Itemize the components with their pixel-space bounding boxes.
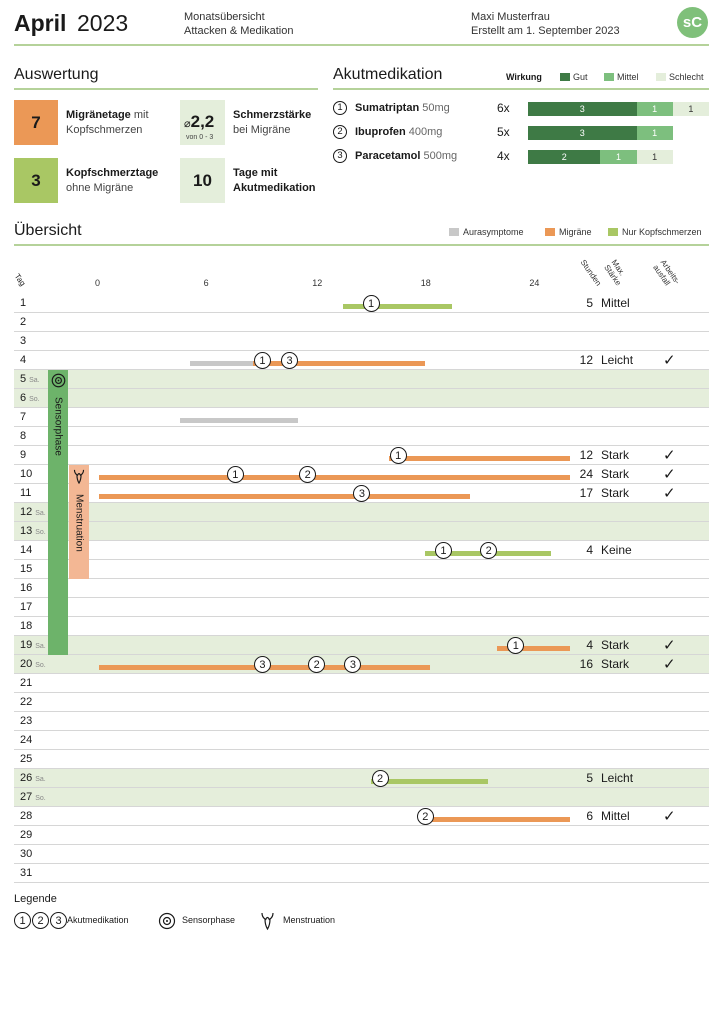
- day-row: [14, 560, 709, 579]
- app-logo: sC: [677, 7, 708, 38]
- sensor-icon: [51, 373, 66, 393]
- day-row: [14, 617, 709, 636]
- dose-marker: 2: [299, 466, 316, 483]
- day-number-text: 29: [20, 829, 33, 841]
- day-number-text: 30: [20, 848, 33, 860]
- effect-bar-mittel: 1: [637, 102, 673, 116]
- medication-dose: 400mg: [408, 126, 443, 138]
- day-number-text: 31: [20, 867, 33, 879]
- day-number-text: 18: [20, 620, 33, 632]
- dose-marker: 1: [507, 637, 524, 654]
- weekday-label: So.: [35, 662, 46, 669]
- day-number-text: 8: [20, 430, 27, 442]
- day-number: [20, 731, 32, 750]
- day-strength: Stark: [601, 486, 630, 500]
- day-strength: Stark: [601, 657, 630, 671]
- col-header-work: Arbeits- ausfall: [651, 258, 682, 288]
- day-row: [14, 693, 709, 712]
- day-number: [20, 807, 32, 826]
- day-hours: 17: [579, 486, 593, 500]
- legend-title: Legende: [14, 893, 57, 905]
- effect-bar-gut: 3: [528, 126, 637, 140]
- month-title: April: [14, 10, 67, 36]
- day-number: [20, 617, 32, 636]
- day-row: [14, 674, 709, 693]
- evaluation-rule: [14, 88, 318, 90]
- day-number-text: 19: [20, 639, 33, 651]
- day-hours: 6: [586, 809, 593, 823]
- day-number-text: 1: [20, 297, 27, 309]
- legend-migraine-swatch: [545, 228, 555, 236]
- legend-mittel-label: Mittel: [617, 72, 639, 82]
- day-hours: 5: [586, 771, 593, 785]
- legend-mittel-swatch: [604, 73, 614, 81]
- hour-tick: 24: [529, 278, 540, 288]
- day-number-text: 10: [20, 468, 33, 480]
- day-row: [14, 769, 709, 788]
- created-date: Erstellt am 1. September 2023: [471, 25, 620, 37]
- weekday-label: Sa.: [35, 510, 46, 517]
- day-strength: Leicht: [601, 353, 634, 367]
- day-number: [20, 541, 32, 560]
- dose-marker: 3: [281, 352, 298, 369]
- legend-headache-swatch: [608, 228, 618, 236]
- day-number-text: 4: [20, 354, 27, 366]
- day-number: [20, 484, 31, 503]
- day-row: [14, 332, 709, 351]
- dose-marker: 3: [254, 656, 271, 673]
- day-number-text: 28: [20, 810, 33, 822]
- dose-marker: 3: [344, 656, 361, 673]
- day-number-text: 27: [20, 791, 33, 803]
- day-number-text: 9: [20, 449, 27, 461]
- day-work: ✓: [663, 466, 676, 483]
- day-hours: 24: [579, 467, 593, 481]
- legend-migraine-label: Migräne: [559, 227, 592, 237]
- migraine-days-value: 7: [14, 100, 58, 145]
- medication-days-value: 10: [180, 158, 225, 203]
- day-work: ✓: [663, 485, 676, 502]
- day-number: [20, 370, 40, 390]
- day-number: [20, 674, 32, 693]
- dose-marker: 2: [480, 542, 497, 559]
- day-number-text: 12: [20, 506, 33, 518]
- hour-tick: 18: [420, 278, 431, 288]
- day-work: ✓: [663, 352, 676, 369]
- day-number: [20, 351, 26, 370]
- migraine-bar: [99, 494, 470, 499]
- weekday-label: So.: [29, 396, 40, 403]
- day-work: ✓: [663, 808, 676, 825]
- headache-days-label: Kopfschmerztage ohne Migräne: [66, 167, 159, 194]
- day-strength: Leicht: [601, 771, 634, 785]
- headache-bar: [343, 304, 452, 309]
- medication-count: 6x: [497, 101, 510, 115]
- legend-headache-label: Nur Kopfschmerzen: [622, 227, 702, 237]
- legend-gut-swatch: [560, 73, 570, 81]
- aura-bar: [190, 361, 253, 366]
- overview-rule: [14, 244, 709, 246]
- medication-title: Akutmedikation: [333, 66, 443, 83]
- day-strength: Mittel: [601, 809, 630, 823]
- effect-legend-title: Wirkung: [506, 72, 542, 82]
- day-number-text: 24: [20, 734, 33, 746]
- medication-number: 3: [333, 149, 347, 163]
- effect-bar-mittel: 1: [637, 126, 673, 140]
- day-row: [14, 731, 709, 750]
- medication-dose: 50mg: [422, 102, 450, 114]
- day-row: [14, 541, 709, 560]
- day-hours: 12: [579, 448, 593, 462]
- day-row: [14, 864, 709, 883]
- migraine-days-label: Migränetage mit Kopfschmerzen: [66, 109, 149, 136]
- menstruation-icon: [72, 468, 86, 490]
- header-user: [471, 10, 620, 38]
- day-number: [20, 579, 32, 598]
- day-number: [20, 636, 46, 656]
- day-number: [20, 522, 46, 542]
- day-work: ✓: [663, 637, 676, 654]
- medication-name-text: Sumatriptan: [355, 102, 420, 114]
- day-number-text: 3: [20, 335, 27, 347]
- sensor-icon: [158, 912, 176, 935]
- medication-row: [333, 149, 457, 163]
- day-hours: 16: [579, 657, 593, 671]
- dose-2-icon: 2: [32, 912, 49, 929]
- day-strength: Mittel: [601, 296, 630, 310]
- dose-marker: 1: [254, 352, 271, 369]
- legend-medication-label: Akutmedikation: [67, 915, 129, 925]
- day-number-text: 7: [20, 411, 27, 423]
- dose-marker: 1: [227, 466, 244, 483]
- day-number: [20, 693, 32, 712]
- dose-marker: 2: [417, 808, 434, 825]
- medication-days-label: Tage mit Akutmedikation: [233, 167, 316, 194]
- header-rule: [14, 44, 709, 46]
- effect-bar-gut: 2: [528, 150, 600, 164]
- day-row: [14, 579, 709, 598]
- effect-bar-schlecht: 1: [637, 150, 673, 164]
- day-number: [20, 427, 26, 446]
- day-number-text: 22: [20, 696, 33, 708]
- weekday-label: Sa.: [35, 776, 46, 783]
- weekday-label: So.: [35, 795, 46, 802]
- dose-marker: 3: [353, 485, 370, 502]
- effect-bar-gut: 3: [528, 102, 637, 116]
- day-row: [14, 313, 709, 332]
- day-row: [14, 427, 709, 446]
- dose-marker: 1: [390, 447, 407, 464]
- day-row: [14, 503, 709, 522]
- migraine-bar: [389, 456, 570, 461]
- year-title: 2023: [77, 10, 129, 36]
- day-hours: 5: [586, 296, 593, 310]
- dose-1-icon: 1: [14, 912, 31, 929]
- migraine-bar: [99, 475, 570, 480]
- day-number: [20, 598, 32, 617]
- day-number: [20, 446, 26, 465]
- legend-schlecht-swatch: [656, 73, 666, 81]
- medication-row: [333, 125, 442, 139]
- day-number: [20, 332, 26, 351]
- day-number: [20, 788, 46, 808]
- menstruation-phase-label: Menstruation: [73, 494, 85, 552]
- day-row: [14, 408, 709, 427]
- legend-schlecht-label: Schlecht: [669, 72, 704, 82]
- weekday-label: Sa.: [35, 643, 46, 650]
- medication-name-text: Paracetamol: [355, 150, 421, 162]
- day-number: [20, 389, 40, 409]
- day-number: [20, 408, 26, 427]
- day-row: [14, 370, 709, 389]
- day-row: [14, 636, 709, 655]
- day-row: [14, 807, 709, 826]
- day-number-text: 25: [20, 753, 33, 765]
- medication-name: [355, 126, 442, 138]
- day-number: [20, 465, 32, 484]
- day-row: [14, 788, 709, 807]
- day-number-text: 23: [20, 715, 33, 727]
- hour-tick: 0: [95, 278, 101, 288]
- hour-tick: 12: [312, 278, 323, 288]
- day-row: [14, 826, 709, 845]
- day-number-text: 2: [20, 316, 27, 328]
- effect-bar-schlecht: 1: [673, 102, 709, 116]
- dose-marker: 2: [372, 770, 389, 787]
- day-row: [14, 712, 709, 731]
- day-number-text: 20: [20, 658, 33, 670]
- medication-name: [355, 150, 457, 162]
- pain-intensity-label: Schmerzstärke bei Migräne: [233, 109, 312, 136]
- weekday-label: Sa.: [29, 377, 40, 384]
- day-number: [20, 560, 32, 579]
- medication-count: 5x: [497, 125, 510, 139]
- day-number: [20, 712, 32, 731]
- day-number: [20, 826, 32, 845]
- day-number-text: 5: [20, 373, 27, 385]
- day-number-text: 21: [20, 677, 33, 689]
- medication-number: 2: [333, 125, 347, 139]
- day-hours: 4: [586, 543, 593, 557]
- pain-intensity-box: ⌀2,2 von 0 - 3: [180, 100, 225, 145]
- hour-tick: 6: [203, 278, 209, 288]
- day-number: [20, 655, 46, 675]
- effect-bar-mittel: 1: [600, 150, 636, 164]
- legend-aura-label: Aurasymptome: [463, 227, 524, 237]
- day-number-text: 17: [20, 601, 33, 613]
- day-row: [14, 522, 709, 541]
- day-number: [20, 864, 32, 883]
- medication-number: 1: [333, 101, 347, 115]
- header-subtitle: Monatsübersicht Attacken & Medikation: [184, 11, 294, 37]
- day-hours: 4: [586, 638, 593, 652]
- day-number-text: 14: [20, 544, 33, 556]
- day-row: [14, 750, 709, 769]
- day-row: [14, 446, 709, 465]
- day-hours: 12: [579, 353, 593, 367]
- day-number: [20, 503, 46, 523]
- day-number-text: 11: [20, 487, 32, 499]
- medication-rule: [333, 88, 709, 90]
- user-name: Maxi Musterfrau: [471, 11, 550, 23]
- weekday-label: So.: [35, 529, 46, 536]
- day-work: ✓: [663, 656, 676, 673]
- evaluation-title: Auswertung: [14, 66, 99, 83]
- day-number: [20, 845, 32, 864]
- legend-aura-swatch: [449, 228, 459, 236]
- day-strength: Stark: [601, 638, 630, 652]
- medication-name: [355, 102, 450, 114]
- legend-menstruation-label: Menstruation: [283, 915, 336, 925]
- day-number: [20, 769, 46, 789]
- dose-marker: 1: [363, 295, 380, 312]
- day-strength: Stark: [601, 467, 630, 481]
- day-number: [20, 750, 32, 769]
- menstruation-phase-bar: [69, 465, 89, 579]
- medication-name-text: Ibuprofen: [355, 126, 406, 138]
- day-number: [20, 313, 26, 332]
- day-number-text: 15: [20, 563, 33, 575]
- legend-sensor-label: Sensorphase: [182, 915, 236, 925]
- headache-days-value: 3: [14, 158, 58, 203]
- col-header-hours: Stunden: [578, 258, 604, 288]
- day-number-text: 6: [20, 392, 27, 404]
- dose-3-icon: 3: [50, 912, 67, 929]
- aura-bar: [180, 418, 298, 423]
- day-number-text: 26: [20, 772, 33, 784]
- day-row: [14, 845, 709, 864]
- legend-gut-label: Gut: [573, 72, 588, 82]
- sensor-phase-bar: [48, 370, 68, 655]
- col-header-strength: Max. Stärke: [602, 258, 627, 288]
- medication-dose: 500mg: [423, 150, 458, 162]
- day-strength: Stark: [601, 448, 630, 462]
- day-row: [14, 598, 709, 617]
- axis-label-day: Tag: [12, 272, 28, 288]
- menstruation-icon: [259, 911, 276, 936]
- sensor-phase-label: Sensorphase: [52, 397, 64, 456]
- overview-title: Übersicht: [14, 222, 82, 239]
- migraine-bar: [253, 361, 425, 366]
- medication-row: [333, 101, 450, 115]
- day-number-text: 16: [20, 582, 33, 594]
- medication-count: 4x: [497, 149, 510, 163]
- day-row: [14, 389, 709, 408]
- day-number-text: 13: [20, 525, 33, 537]
- legend-medication-icons: [14, 912, 67, 929]
- migraine-bar: [430, 817, 569, 822]
- day-work: ✓: [663, 447, 676, 464]
- day-strength: Keine: [601, 543, 632, 557]
- day-number: [20, 294, 26, 313]
- dose-marker: 2: [308, 656, 325, 673]
- dose-marker: 1: [435, 542, 452, 559]
